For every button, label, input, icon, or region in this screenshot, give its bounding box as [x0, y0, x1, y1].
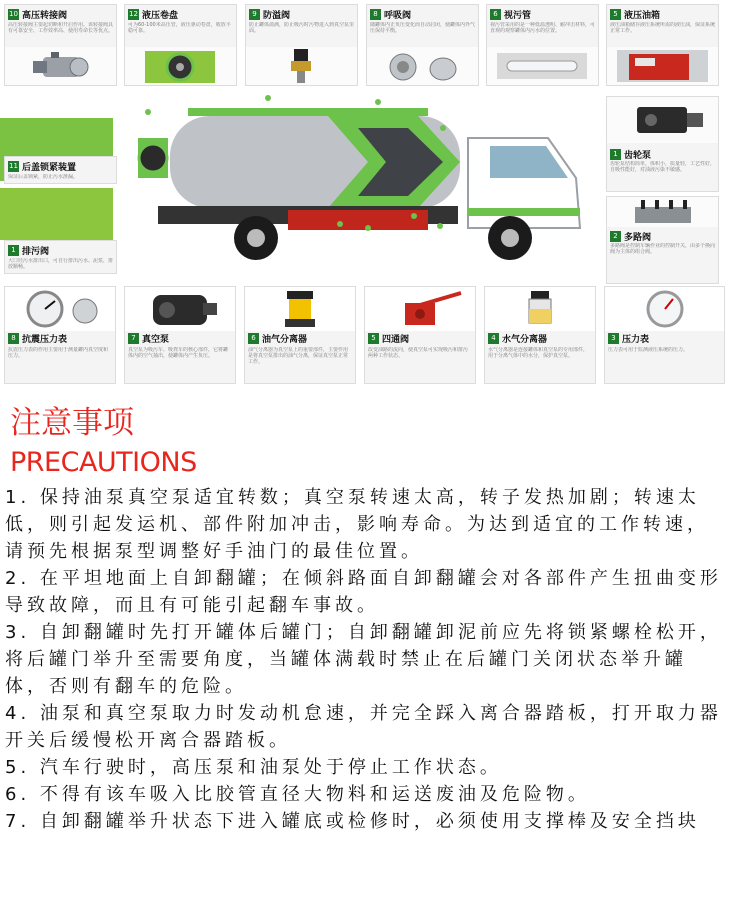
multiway-valve-icon: [607, 197, 718, 227]
part-title: 压力表: [622, 334, 650, 345]
part-card-high-pressure-valve: [4, 4, 117, 86]
truck-illustration: [118, 88, 600, 280]
precaution-item: 5. 汽车行驶时，高压泵和油泵处于停止工作状态。: [5, 757, 502, 778]
part-description: 油气分离器为真空泵上的重要部件，主要作用是将真空泵排出的油气分离，保证真空泵正常工作。: [248, 347, 349, 365]
part-title: 真空泵: [142, 334, 170, 345]
part-number: 7: [128, 333, 139, 344]
precaution-item: 4. 油泵和真空泵取力时发动机怠速，并完全踩入离合器踏板，打开取力器开关后缓慢松开离合器踏板。: [5, 703, 722, 751]
part-title: 液压卷盘: [142, 11, 179, 21]
part-number: 5: [610, 9, 621, 20]
part-title: 四通阀: [382, 334, 410, 345]
part-card-rear-lock: [4, 156, 117, 184]
part-title: 水气分离器: [502, 334, 548, 345]
part-card-overflow-valve: [245, 4, 358, 86]
drain-valve-photo: [0, 188, 113, 240]
gear-pump-icon: [607, 97, 718, 143]
oil-tank-icon: [607, 47, 718, 85]
hose-reel-icon: [125, 47, 236, 85]
four-way-valve-icon: [365, 287, 475, 331]
part-card-vacuum-pump: [124, 286, 236, 384]
part-number: 8: [8, 333, 19, 344]
part-number: 10: [9, 10, 18, 18]
part-card-breather-valve: [366, 4, 479, 86]
precautions-title-cn: 注意事项: [10, 405, 134, 441]
part-description: 大口径污水排出口，可自行排出污水、泥浆，排放顺畅。: [8, 258, 114, 270]
part-card-pressure-gauge: [4, 286, 116, 384]
part-card-four-way-valve: [364, 286, 476, 384]
breather-valve-icon: [367, 47, 478, 85]
part-description: 改变油路的流向，使真空泵可实现吸污和排污两种工作状态。: [368, 347, 469, 359]
part-number: 2: [610, 231, 621, 242]
part-description: 液压油箱储存液压系统所需的液压油，保证系统正常工作。: [610, 22, 716, 34]
part-description: 可为60-100米高压管，液压驱动卷盘，收放平稳可靠。: [128, 22, 231, 34]
part-description: 压力表可用于监测液压系统的压力。: [608, 347, 689, 353]
part-description: 多路阀是控制车辆作业的控制开关，由多个换向阀为主体的组合阀。: [610, 243, 716, 255]
part-description: 随罐体内正负压变化而自动启闭，使罐体内外气压保持平衡。: [370, 22, 476, 34]
part-number: 4: [488, 333, 499, 344]
part-number: 6: [490, 9, 501, 20]
part-description: 防止罐体溢满，防止吸污时污物进入到真空泵里面。: [249, 22, 355, 34]
part-title: 齿轮泵: [624, 151, 652, 161]
part-number: 1: [8, 245, 19, 256]
gauge-icon: [5, 287, 115, 331]
part-number: 11: [9, 162, 18, 170]
part-card-water-separator: [484, 286, 596, 384]
part-description: 齿轮泵结构简单，体积小，质量轻，工艺性好，自吸性能好，对油液污染不敏感。: [610, 161, 716, 173]
precautions-title-en: PRECAUTIONS: [10, 447, 197, 478]
part-card-sight-tube: [486, 4, 599, 86]
part-description: 高压转接阀主要起切断和开启作用。该转接阀具有可靠安全、工作效率高、使用寿命长等优点。: [8, 22, 114, 34]
part-title: 视污管: [504, 11, 532, 21]
overflow-valve-icon: [246, 47, 357, 85]
part-title: 后盖锁紧装置: [22, 163, 77, 173]
parts-diagram: [0, 0, 729, 392]
part-number: 8: [370, 9, 381, 20]
part-number: 1: [610, 149, 621, 160]
part-card-oil-tank: [606, 4, 719, 86]
part-number: 12: [129, 10, 138, 18]
oil-separator-icon: [245, 287, 355, 331]
part-number: 9: [249, 9, 260, 20]
part-description: 视污管采用的是一种低温透明、耐冲击材料，可直观的观察罐体内污水的位置。: [490, 22, 596, 34]
sight-tube-icon: [487, 47, 598, 85]
part-title: 液压油箱: [624, 11, 661, 21]
part-number: 6: [248, 333, 259, 344]
part-title: 油气分离器: [262, 334, 308, 345]
water-separator-icon: [485, 287, 595, 331]
part-card-multiway-valve: [606, 196, 719, 284]
part-description: 抗震压力表的作用主要用于测量罐内真空度和压力。: [8, 347, 109, 359]
precaution-item: 6. 不得有该车吸入比胶管直径大物料和运送废油及危险物。: [5, 784, 590, 805]
precaution-item: 1. 保持油泵真空泵适宜转数；真空泵转速太高，转子发热加剧；转速太低，则引起发运机、部件附加冲击，影响寿命。为达到适宜的工作转速，请预先根据泵型调整好手油门的最佳位置。: [5, 487, 709, 562]
part-title: 排污阀: [22, 247, 50, 257]
part-title: 多路阀: [624, 233, 652, 243]
part-title: 呼吸阀: [384, 11, 412, 21]
part-number: 5: [368, 333, 379, 344]
precaution-item: 2. 在平坦地面上自卸翻罐；在倾斜路面自卸翻罐会对各部件产生扭曲变形导致故障，而且有可能引起翻车事故。: [5, 568, 722, 616]
gauge-icon: [605, 287, 724, 331]
part-title: 抗震压力表: [22, 334, 68, 345]
part-card-gear-pump: [606, 96, 719, 192]
part-description: 水气分离器是连接罐体和真空泵的专用部件，用于分离气体中的水分，保护真空泵。: [488, 347, 589, 359]
part-number: 3: [608, 333, 619, 344]
part-description: 真空泵为吸污车、吸粪车的核心部件，它将罐体内的空气抽出，使罐体内产生负压。: [128, 347, 229, 359]
precautions-list: [5, 484, 723, 835]
vacuum-pump-icon: [125, 287, 235, 331]
part-card-pressure-meter: [604, 286, 725, 384]
valve-icon: [5, 47, 116, 85]
precaution-item: 3. 自卸翻罐时先打开罐体后罐门；自卸翻罐卸泥前应先将锁紧螺栓松开，将后罐门举升至需要角度，当罐体满载时禁止在后罐门关闭状态举升罐体，否则有翻车的危险。: [5, 622, 722, 697]
part-card-oil-separator: [244, 286, 356, 384]
part-title: 高压转接阀: [22, 11, 68, 21]
part-description: 保证后盖锁紧，防止污水泄漏。: [8, 174, 79, 180]
precaution-item: 7. 自卸翻罐举升状态下进入罐底或检修时，必须使用支撑棒及安全挡块: [5, 811, 700, 832]
part-card-hose-reel: [124, 4, 237, 86]
part-card-drain-valve: [4, 240, 117, 274]
part-title: 防溢阀: [263, 11, 291, 21]
